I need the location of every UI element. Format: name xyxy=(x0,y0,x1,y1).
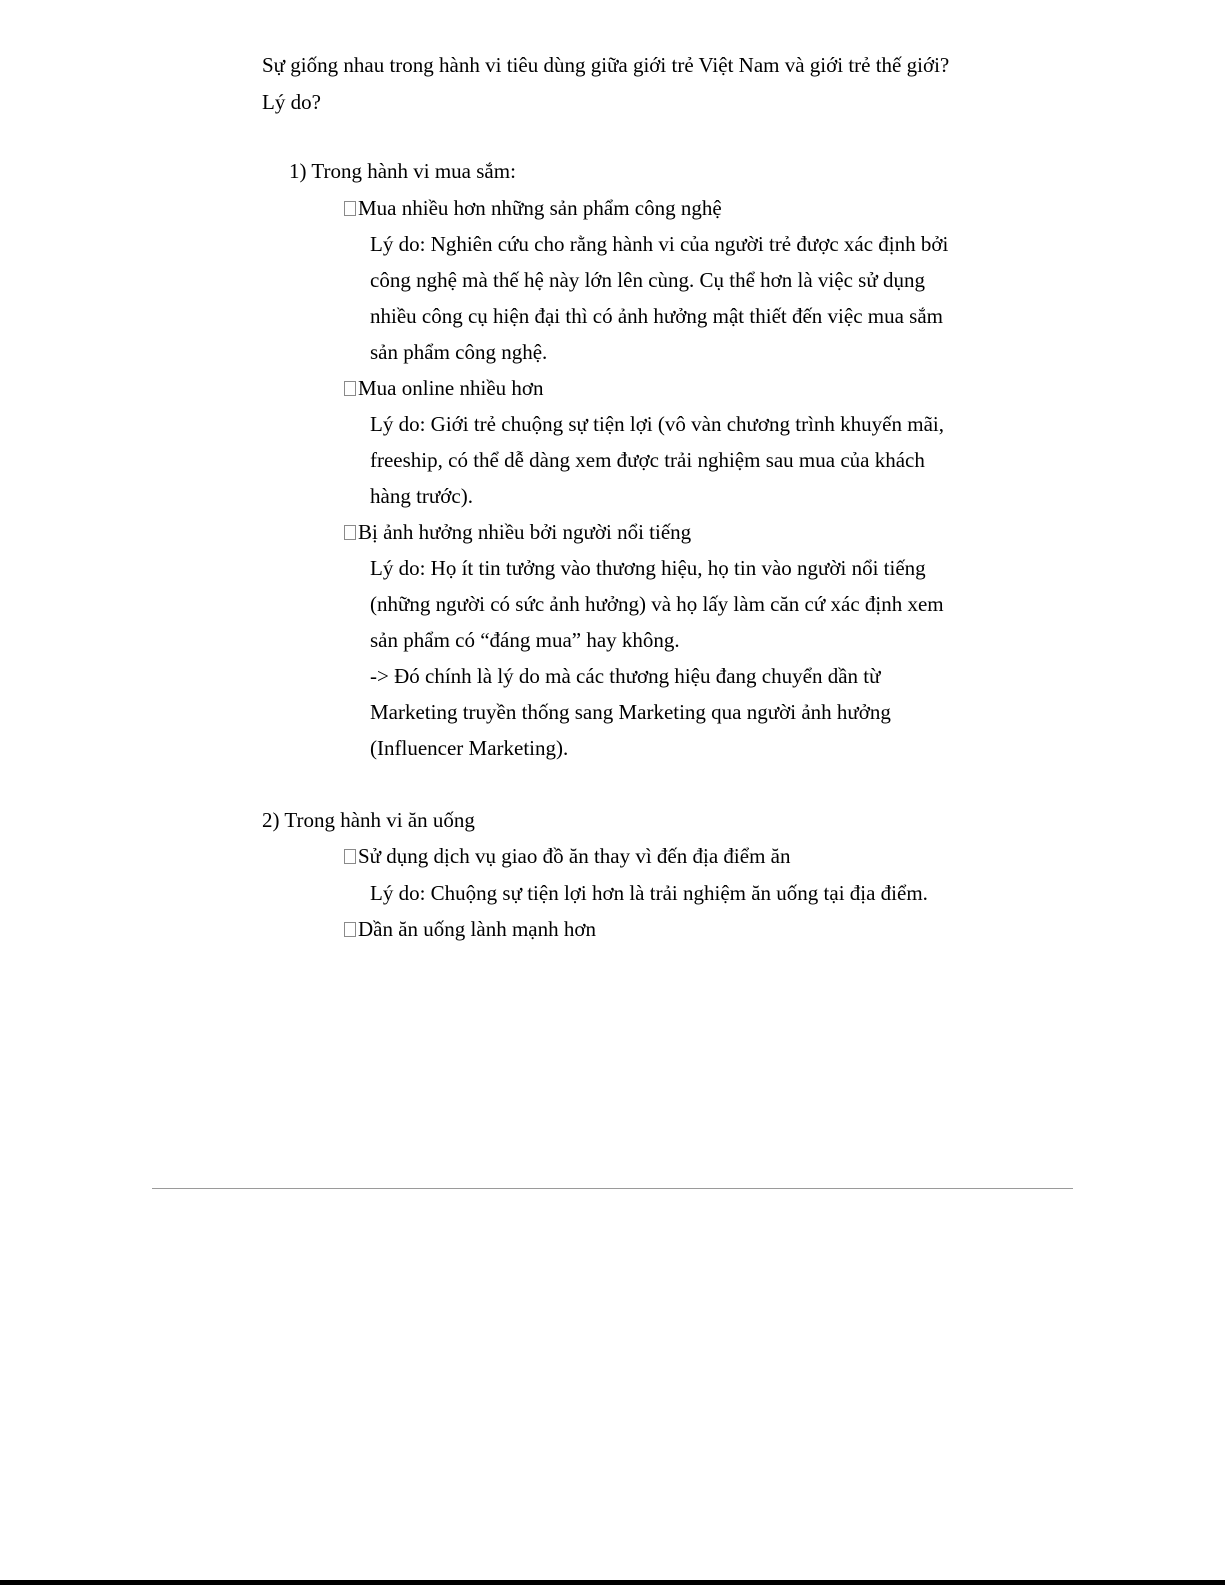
page-title-line-1: Sự giống nhau trong hành vi tiêu dùng giữa giới trẻ Việt Nam và giới trẻ thế giới? xyxy=(262,53,950,77)
checkbox-glyph-icon xyxy=(344,381,356,396)
section-1-heading: 1) Trong hành vi mua sắm: xyxy=(289,159,516,183)
list-item xyxy=(344,194,722,222)
reason-line: Lý do: Giới trẻ chuộng sự tiện lợi (vô vàn chương trình khuyến mãi, xyxy=(370,412,944,436)
page-title-line-2: Lý do? xyxy=(262,90,321,114)
reason-line: sản phẩm có “đáng mua” hay không. xyxy=(370,628,680,652)
reason-line: nhiều công cụ hiện đại thì có ảnh hưởng mật thiết đến việc mua sắm xyxy=(370,304,943,328)
reason-line: Marketing truyền thống sang Marketing qua người ảnh hưởng xyxy=(370,700,891,724)
list-item-text: Sử dụng dịch vụ giao đồ ăn thay vì đến địa điểm ăn xyxy=(358,844,791,868)
list-item-text: Mua nhiều hơn những sản phẩm công nghệ xyxy=(358,196,722,220)
reason-line: sản phẩm công nghệ. xyxy=(370,340,548,364)
list-item-text: Mua online nhiều hơn xyxy=(358,376,544,400)
reason-line: -> Đó chính là lý do mà các thương hiệu đang chuyển dần từ xyxy=(370,664,881,688)
page-divider xyxy=(152,1188,1073,1189)
checkbox-glyph-icon xyxy=(344,922,356,937)
reason-line: freeship, có thể dễ dàng xem được trải nghiệm sau mua của khách xyxy=(370,448,925,472)
list-item-text: Bị ảnh hưởng nhiều bởi người nổi tiếng xyxy=(358,520,692,544)
checkbox-glyph-icon xyxy=(344,849,356,864)
reason-line: (Influencer Marketing). xyxy=(370,736,569,760)
reason-line: hàng trước). xyxy=(370,484,473,508)
list-item xyxy=(344,374,544,402)
reason-line: Lý do: Họ ít tin tưởng vào thương hiệu, họ tin vào người nổi tiếng xyxy=(370,556,926,580)
checkbox-glyph-icon xyxy=(344,201,356,216)
reason-line: Lý do: Nghiên cứu cho rằng hành vi của người trẻ được xác định bởi xyxy=(370,232,949,256)
list-item-text: Dần ăn uống lành mạnh hơn xyxy=(358,917,596,941)
reason-line: công nghệ mà thế hệ này lớn lên cùng. Cụ thể hơn là việc sử dụng xyxy=(370,268,925,292)
checkbox-glyph-icon xyxy=(344,525,356,540)
bottom-edge-bar xyxy=(0,1580,1225,1585)
list-item xyxy=(344,518,691,546)
list-item xyxy=(344,842,790,870)
reason-line: (những người có sức ảnh hưởng) và họ lấy làm căn cứ xác định xem xyxy=(370,592,944,616)
reason-line: Lý do: Chuộng sự tiện lợi hơn là trải nghiệm ăn uống tại địa điểm. xyxy=(370,881,928,905)
section-2-heading: 2) Trong hành vi ăn uống xyxy=(262,808,475,832)
list-item xyxy=(344,915,596,943)
